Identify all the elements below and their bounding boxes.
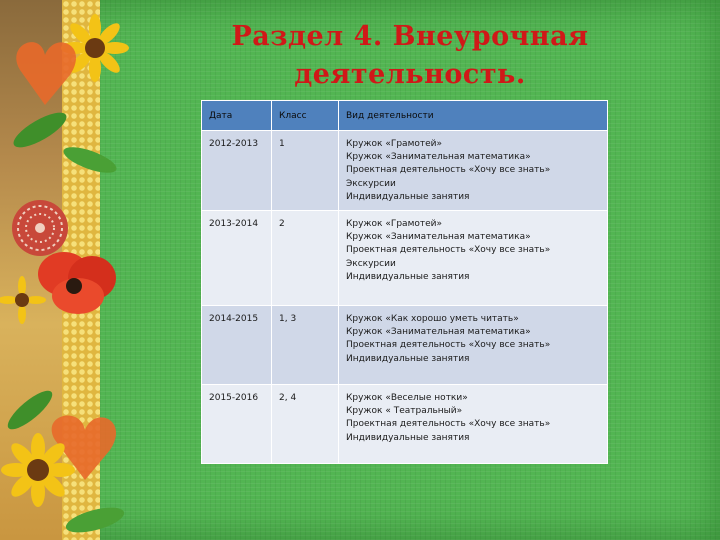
activity-item: Кружок «Веселые нотки» xyxy=(346,393,468,403)
activity-item: Кружок «Как хорошо уметь читать» xyxy=(346,314,519,324)
column-header-grade: Класс xyxy=(272,101,339,131)
cell-grade: 1, 3 xyxy=(272,306,339,385)
activity-item: Проектная деятельность «Хочу все знать» xyxy=(346,245,551,256)
cell-activities xyxy=(339,211,608,306)
table-row xyxy=(202,306,608,385)
title-line-1: Раздел 4. Внеурочная xyxy=(231,21,589,52)
activity-item: Экскурсии xyxy=(346,178,396,189)
cell-date: 2012-2013 xyxy=(202,131,272,211)
activity-item: Проектная деятельность «Хочу все знать» xyxy=(346,165,551,176)
activity-item: Кружок «Грамотей» xyxy=(346,219,442,229)
activity-item: Экскурсии xyxy=(346,258,396,269)
lace-ornament-icon xyxy=(12,200,68,256)
cell-activities xyxy=(339,306,608,385)
cell-activities xyxy=(339,385,608,464)
column-header-date: Дата xyxy=(202,101,272,131)
cell-date: 2013-2014 xyxy=(202,211,272,306)
activity-item: Кружок « Театральный» xyxy=(346,406,463,417)
heart-icon xyxy=(16,42,76,105)
table-header-row xyxy=(202,101,608,131)
cell-date: 2015-2016 xyxy=(202,385,272,464)
table-row xyxy=(202,211,608,306)
activity-item: Индивидуальные занятия xyxy=(346,191,470,202)
table-row xyxy=(202,131,608,211)
poppy-icon xyxy=(38,252,116,314)
cell-date: 2014-2015 xyxy=(202,306,272,385)
flower-decoration xyxy=(0,0,140,540)
activity-item: Проектная деятельность «Хочу все знать» xyxy=(346,419,551,430)
column-header-activity: Вид деятельности xyxy=(339,101,608,131)
activities-table xyxy=(201,100,607,464)
activity-item: Проектная деятельность «Хочу все знать» xyxy=(346,340,551,351)
activity-item: Индивидуальные занятия xyxy=(346,353,470,364)
cell-grade: 2 xyxy=(272,211,339,306)
cell-grade: 2, 4 xyxy=(272,385,339,464)
activity-item: Индивидуальные занятия xyxy=(346,271,470,282)
page-title xyxy=(180,18,640,94)
sunflower-icon xyxy=(0,276,46,324)
table-row xyxy=(202,385,608,464)
activity-item: Кружок «Занимательная математика» xyxy=(346,232,531,243)
activity-item: Кружок «Занимательная математика» xyxy=(346,327,531,338)
activity-item: Кружок «Грамотей» xyxy=(346,139,442,149)
cell-grade: 1 xyxy=(272,131,339,211)
title-line-2: деятельность. xyxy=(294,59,526,90)
activity-item: Кружок «Занимательная математика» xyxy=(346,152,531,163)
activity-item: Индивидуальные занятия xyxy=(346,432,470,443)
cell-activities xyxy=(339,131,608,211)
